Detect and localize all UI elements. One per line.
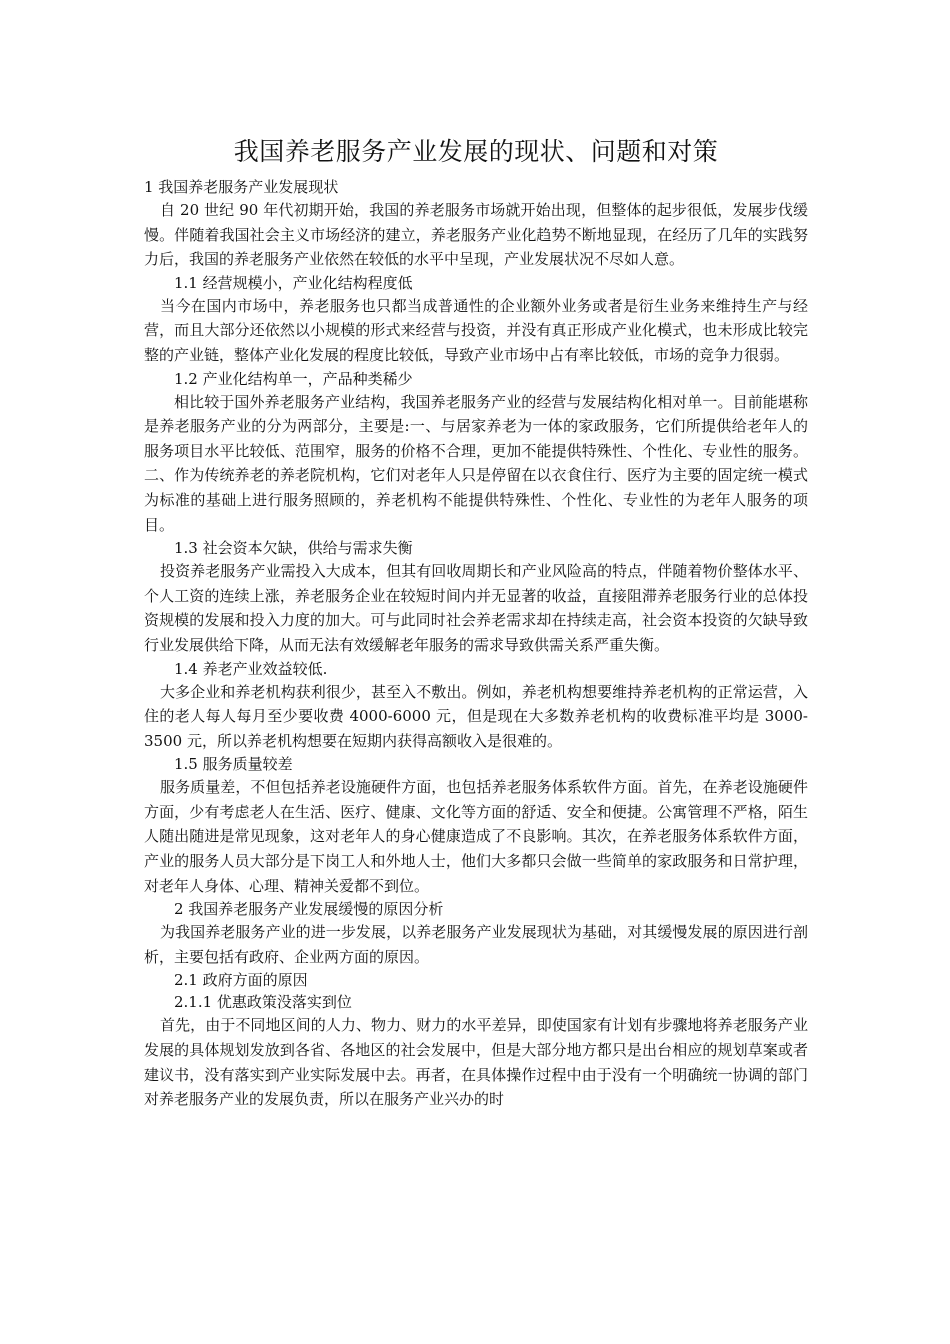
paragraph: 投资养老服务产业需投入大成本，但其有回收周期长和产业风险高的特点，伴随着物价整体水平、个人工资的连续上涨，养老服务企业在较短时间内并无显著的收益，直接阻滞养老服务行业的总体投资规模的发展和投入力度的加大。可与此同时社会养老需求却在持续走高，社会资本投资的欠缺导致行业发展供给下降，从而无法有效缓解老年服务的需求导致供需关系严重失衡。 [144, 562, 808, 654]
subsection-heading-1-5: 1.5 服务质量较差 [174, 755, 293, 774]
paragraph: 大多企业和养老机构获利很少，甚至入不敷出。例如，养老机构想要维持养老机构的正常运营，入住的老人每人每月至少要收费 4000-6000 元，但是现在大多数养老机构的收费标准平均是 3000-3500 元，所以养老机构想要在短期内获得高额收入是很难的。 [144, 682, 808, 750]
paragraph: 自 20 世纪 90 年代初期开始，我国的养老服务市场就开始出现，但整体的起步很低，发展步伐缓慢。伴随着我国社会主义市场经济的建立，养老服务产业化趋势不断地显现，在经历了几年的实践努力后，我国的养老服务产业依然在较低的水平中呈现，产业发展状况不尽如人意。 [144, 201, 808, 269]
subsection-heading-1-1: 1.1 经营规模小，产业化结构程度低 [174, 273, 413, 292]
paragraph: 服务质量差，不但包括养老设施硬件方面，也包括养老服务体系软件方面。首先，在养老设施硬件方面，少有考虑老人在生活、医疗、健康、文化等方面的舒适、安全和便捷。公寓管理不严格，陌生人随出随进是常见现象，这对老年人的身心健康造成了不良影响。其次，在养老服务体系软件方面，产业的服务人员大部分是下岗工人和外地人士，他们大多都只会做一些简单的家政服务和日常护理，对老年人身体、心理、精神关爱都不到位。 [144, 778, 808, 895]
paragraph: 首先，由于不同地区间的人力、物力、财力的水平差异，即使国家有计划有步骤地将养老服务产业发展的具体规划发放到各省、各地区的社会发展中，但是大部分地方都只是出台相应的规划草案或者建议书，没有落实到产业实际发展中去。再者，在具体操作过程中由于没有一个明确统一协调的部门对养老服务产业的发展负责，所以在服务产业兴办的时 [144, 1016, 808, 1109]
subsection-heading-1-2: 1.2 产业化结构单一，产品种类稀少 [174, 369, 413, 388]
document-title: 我国养老服务产业发展的现状、问题和对策 [233, 137, 719, 166]
document-body [144, 132, 808, 1112]
section-heading-2: 2 我国养老服务产业发展缓慢的原因分析 [174, 900, 444, 919]
subsection-heading-2-1: 2.1 政府方面的原因 [174, 971, 308, 990]
paragraph: 为我国养老服务产业的进一步发展，以养老服务产业发展现状为基础，对其缓慢发展的原因进行剖析，主要包括有政府、企业两方面的原因。 [144, 923, 808, 966]
section-heading-1: 1 我国养老服务产业发展现状 [144, 178, 339, 196]
subsection-heading-1-3: 1.3 社会资本欠缺，供给与需求失衡 [174, 539, 413, 558]
paragraph: 相比较于国外养老服务产业结构，我国养老服务产业的经营与发展结构化相对单一。目前能堪称是养老服务产业的分为两部分，主要是:一、与居家养老为一体的家政服务，它们所提供给老年人的服务项目水平比较低、范围窄，服务的价格不合理，更加不能提供特殊性、个性化、专业性的服务。二、作为传统养老的养老院机构，它们对老年人只是停留在以衣食住行、医疗为主要的固定统一模式为标准的基础上进行服务照顾的，养老机构不能提供特殊性、个性化、专业性的为老年人服务的项目。 [144, 392, 808, 534]
paragraph: 当今在国内市场中，养老服务也只都当成普通性的企业额外业务或者是衍生业务来维持生产与经营，而且大部分还依然以小规模的形式来经营与投资，并没有真正形成产业化模式，也未形成比较完整的产业链，整体产业化发展的程度比较低，导致产业市场中占有率比较低，市场的竞争力很弱。 [144, 296, 808, 364]
subsection-heading-1-4: 1.4 养老产业效益较低. [174, 659, 328, 678]
subsection-heading-2-1-1: 2.1.1 优惠政策没落实到位 [174, 993, 352, 1012]
